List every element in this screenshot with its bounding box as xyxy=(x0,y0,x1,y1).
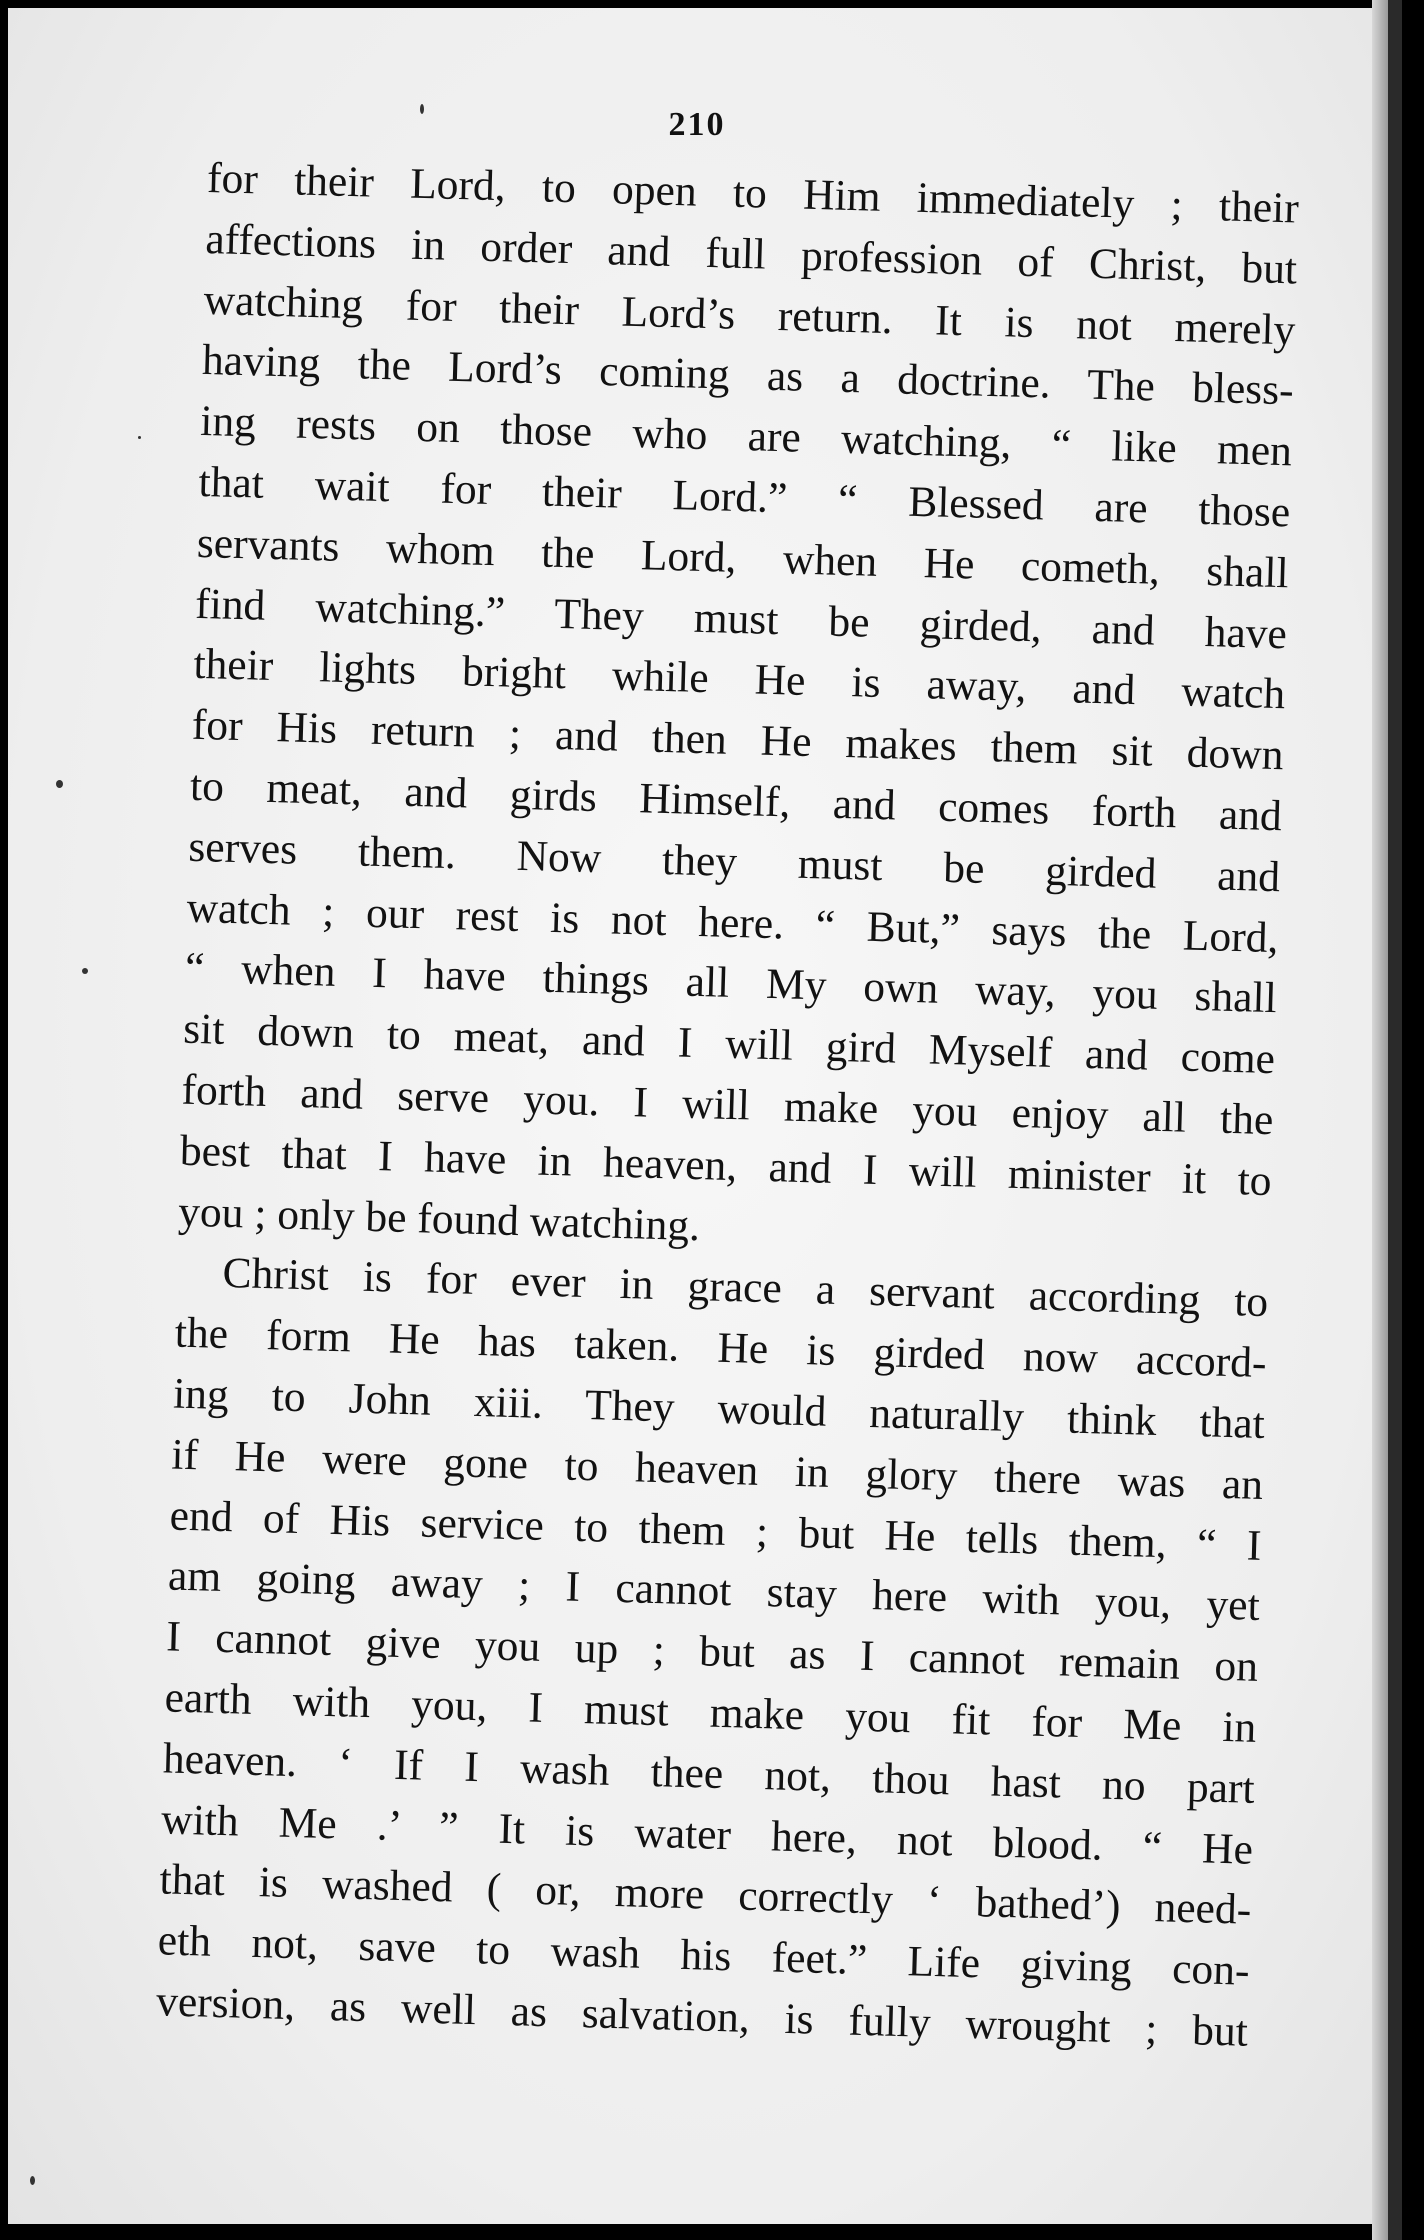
text-line: Christ is for ever in grace a servant according to xyxy=(221,1249,1269,1327)
text-line: that wait for their Lord.” “ Blessed are those xyxy=(198,457,1291,537)
text-line: their lights bright while He is away, and watch xyxy=(192,640,1286,719)
text-line: if He were gone to heaven in glory there was an xyxy=(170,1430,1264,1509)
text-line: find watching.” They must be girded, and have xyxy=(194,579,1288,658)
scan-speck xyxy=(138,436,141,439)
text-line: servants whom the Lord, when He cometh, shall xyxy=(196,518,1290,598)
text-line: having the Lord’s coming as a doctrine. The bless- xyxy=(201,336,1295,415)
text-line: version, as well as salvation, is fully wrought ; but xyxy=(155,1977,1249,2056)
text-line: for their Lord, to open to Him immediately ; their xyxy=(206,153,1300,233)
text-line: best that I have in heaven, and I will minister it to xyxy=(179,1126,1273,1205)
body-text xyxy=(155,148,1299,2062)
text-line: to meat, and girds Himself, and comes forth and xyxy=(189,761,1283,841)
text-line: am going away ; I cannot stay here with you, yet xyxy=(167,1551,1261,1631)
page-number: 210 xyxy=(668,106,726,143)
text-line: for His return ; and then He makes them sit down xyxy=(191,700,1285,780)
scan-speck xyxy=(82,968,88,974)
text-line: that is washed ( or, more correctly ‘ bathed’) need- xyxy=(158,1855,1252,1935)
text-line: affections in order and full profession of Christ, but xyxy=(204,214,1298,294)
text-line: ing rests on those who are watching, “ like men xyxy=(199,397,1293,476)
text-line: you ; only be found watching. xyxy=(177,1187,701,1250)
text-line: watch ; our rest is not here. “ But,” says the Lord, xyxy=(186,883,1280,962)
text-line: watching for their Lord’s return. It is not merely xyxy=(203,275,1297,355)
text-line: serves them. Now they must be girded and xyxy=(187,822,1281,901)
text-line: heaven. ‘ If I wash thee not, thou hast no part xyxy=(162,1734,1256,1813)
book-page xyxy=(8,8,1386,2224)
text-line: with Me .’ ” It is water here, not blood. “ He xyxy=(160,1794,1254,1874)
text-line: I cannot give you up ; but as I cannot remain on xyxy=(165,1612,1259,1692)
page-edge xyxy=(1388,0,1402,2240)
text-line: “ when I have things all My own way, you shall xyxy=(184,944,1278,1023)
text-line: forth and serve you. I will make you enjoy all the xyxy=(181,1065,1274,1145)
text-line: ing to John xiii. They would naturally think that xyxy=(172,1369,1266,1448)
scan-speck xyxy=(420,104,424,114)
text-line: earth with you, I must make you fit for Me in xyxy=(164,1673,1257,1752)
text-line: end of His service to them ; but He tells them, “ I xyxy=(169,1491,1263,1570)
text-line: the form He has taken. He is girded now accord- xyxy=(174,1308,1268,1388)
page-edge-shadow xyxy=(1372,0,1388,2240)
text-line: sit down to meat, and I will gird Myself and come xyxy=(182,1004,1276,1084)
scan-speck xyxy=(56,780,63,788)
text-line: eth not, save to wash his feet.” Life giving con- xyxy=(157,1916,1251,1995)
scan-speck xyxy=(30,2176,35,2185)
